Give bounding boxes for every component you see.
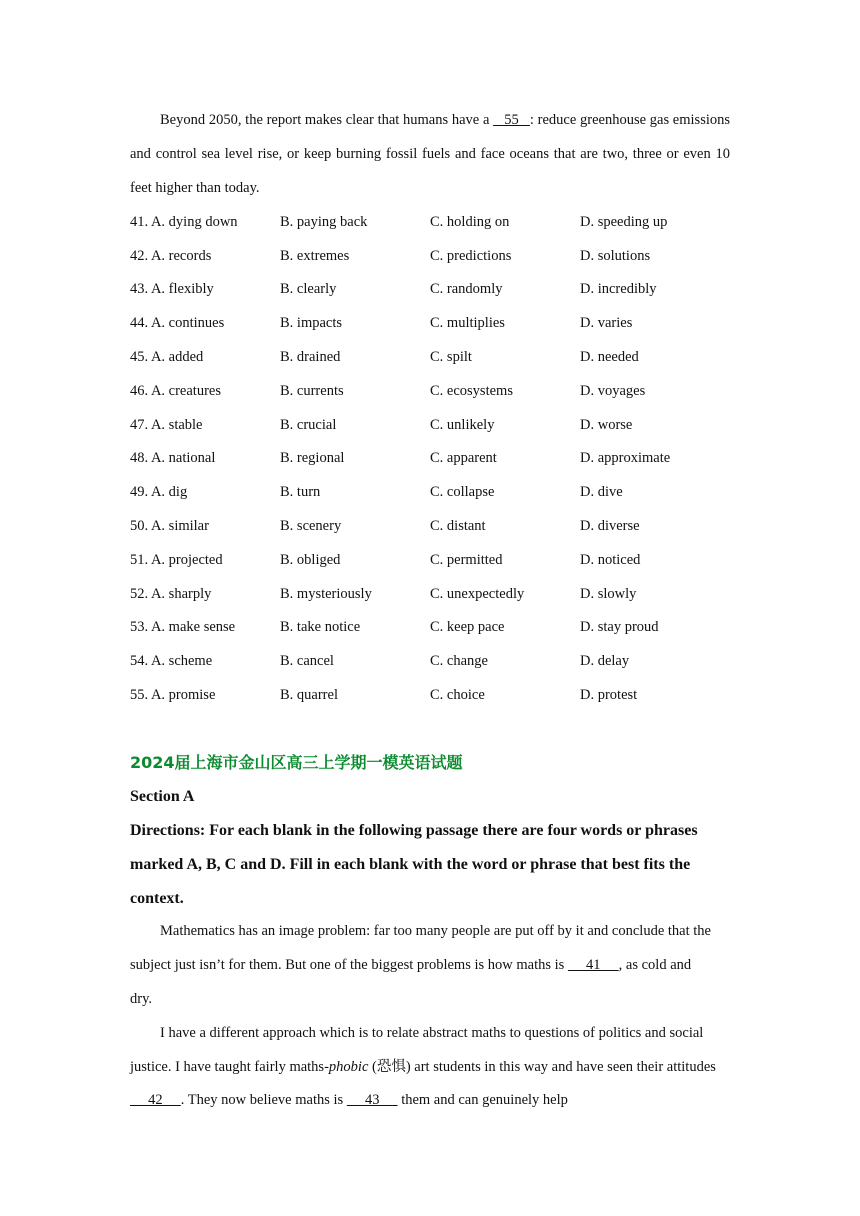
passage-text-cont: : reduce greenhouse gas emissions and control sea level rise, or keep burning fossil fuels and face oceans that are two, three or even 10 feet higher than today. <box>130 112 731 196</box>
p2-text-2: (恐惧) art students in this way and have seen their attitudes <box>368 1058 716 1075</box>
option-row <box>130 679 730 713</box>
option-row <box>130 239 730 273</box>
option-row <box>130 442 730 476</box>
directions: Directions: For each blank in the following passage there are four words or phrases marked A, B, C and D. Fill in each blank with the word or phrase that best fits the context. <box>130 821 698 907</box>
option-b: B. quarrel <box>280 686 338 703</box>
option-c: C. choice <box>430 686 485 703</box>
option-a: 42. A. records <box>130 247 212 264</box>
option-b: B. currents <box>280 382 344 399</box>
paragraph-1 <box>130 915 730 1016</box>
option-b: B. impacts <box>280 315 343 332</box>
option-d: D. stay proud <box>580 619 659 636</box>
option-a: 52. A. sharply <box>130 585 212 602</box>
passage-text: Beyond 2050, the report makes clear that humans have a <box>160 112 494 128</box>
option-a: 55. A. promise <box>130 686 216 703</box>
option-d: D. incredibly <box>580 281 657 298</box>
option-b: B. take notice <box>280 619 361 636</box>
option-c: C. holding on <box>430 213 510 230</box>
option-row <box>130 408 730 442</box>
document-page <box>130 104 730 1118</box>
option-d: D. slowly <box>580 585 637 602</box>
paragraph-2 <box>130 1017 730 1118</box>
option-b: B. mysteriously <box>280 585 372 602</box>
p2-text: I have a different approach which is to relate abstract maths to questions of politics and social justice. I have taught fairly maths- <box>130 1024 704 1075</box>
option-row <box>130 273 730 307</box>
options-list <box>130 205 730 712</box>
option-d: D. voyages <box>580 382 646 399</box>
option-row <box>130 307 730 341</box>
option-row <box>130 645 730 679</box>
option-a: 51. A. projected <box>130 551 223 568</box>
option-d: D. varies <box>580 315 633 332</box>
blank-55: 55 <box>493 112 530 128</box>
blank-42: 42 <box>130 1092 181 1109</box>
option-a: 49. A. dig <box>130 484 188 501</box>
option-b: B. crucial <box>280 416 337 433</box>
option-c: C. multiplies <box>430 315 505 332</box>
option-b: B. scenery <box>280 517 342 534</box>
option-row <box>130 341 730 375</box>
option-a: 44. A. continues <box>130 315 225 332</box>
option-c: C. unlikely <box>430 416 495 433</box>
section-title: Section A <box>130 788 195 806</box>
option-row <box>130 577 730 611</box>
option-b: B. paying back <box>280 213 368 230</box>
option-b: B. obliged <box>280 551 341 568</box>
option-a: 50. A. similar <box>130 517 209 534</box>
p2-italic: phobic <box>328 1058 369 1075</box>
option-d: D. needed <box>580 348 639 365</box>
p2-text-4: them and can genuinely help <box>397 1092 568 1109</box>
option-d: D. delay <box>580 653 630 670</box>
option-row <box>130 205 730 239</box>
option-c: C. distant <box>430 517 486 534</box>
option-a: 45. A. added <box>130 348 204 365</box>
option-a: 43. A. flexibly <box>130 281 214 298</box>
option-a: 41. A. dying down <box>130 213 238 230</box>
option-c: C. apparent <box>430 450 497 467</box>
option-row <box>130 476 730 510</box>
option-d: D. dive <box>580 484 623 501</box>
blank-43: 43 <box>346 1092 398 1109</box>
blank-41: 41 <box>567 957 619 974</box>
option-c: C. permitted <box>430 551 503 568</box>
option-d: D. worse <box>580 416 633 433</box>
option-c: C. spilt <box>430 348 472 365</box>
option-c: C. collapse <box>430 484 495 501</box>
option-b: B. cancel <box>280 653 334 670</box>
option-a: 47. A. stable <box>130 416 203 433</box>
option-row <box>130 374 730 408</box>
option-c: C. ecosystems <box>430 382 513 399</box>
p1-text-cont: , as cold and dry. <box>130 957 692 1007</box>
option-b: B. drained <box>280 348 341 365</box>
option-d: D. approximate <box>580 450 671 467</box>
option-c: C. keep pace <box>430 619 505 636</box>
option-c: C. unexpectedly <box>430 585 525 602</box>
p1-text: Mathematics has an image problem: far too many people are put off by it and conclude that the subject just isn’t for them. But one of the biggest problems is how maths is <box>130 923 711 974</box>
option-d: D. speeding up <box>580 213 668 230</box>
option-c: C. change <box>430 653 488 670</box>
option-d: D. noticed <box>580 551 641 568</box>
option-b: B. clearly <box>280 281 337 298</box>
option-b: B. extremes <box>280 247 350 264</box>
p2-text-3: . They now believe maths is <box>180 1092 347 1109</box>
option-c: C. randomly <box>430 281 503 298</box>
option-a: 46. A. creatures <box>130 382 221 399</box>
option-row <box>130 510 730 544</box>
option-c: C. predictions <box>430 247 512 264</box>
exam-title: 2024届上海市金山区高三上学期一模英语试题 <box>130 753 463 773</box>
option-b: B. regional <box>280 450 345 467</box>
option-a: 54. A. scheme <box>130 653 213 670</box>
passage-ending <box>130 104 730 205</box>
option-a: 48. A. national <box>130 450 216 467</box>
option-d: D. protest <box>580 686 638 703</box>
option-b: B. turn <box>280 484 321 501</box>
option-row <box>130 543 730 577</box>
option-row <box>130 611 730 645</box>
option-a: 53. A. make sense <box>130 619 236 636</box>
option-d: D. diverse <box>580 517 640 534</box>
option-d: D. solutions <box>580 247 651 264</box>
